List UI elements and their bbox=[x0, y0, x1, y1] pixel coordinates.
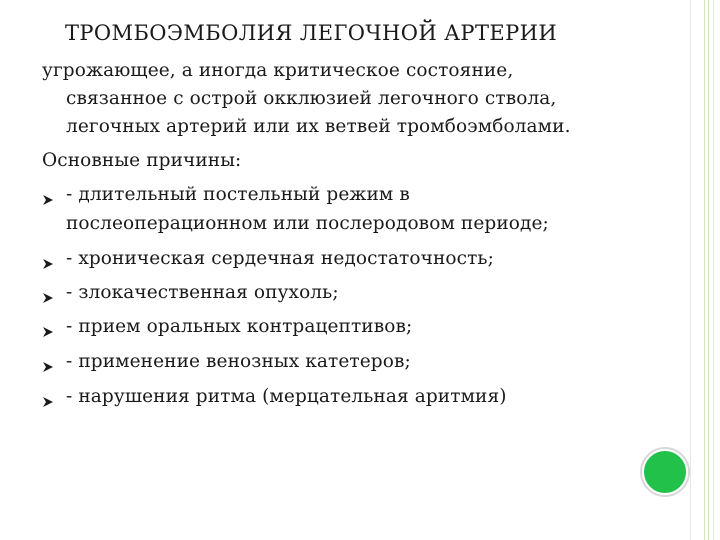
definition-line: связанное с острой окклюзией легочного ствола, bbox=[66, 88, 557, 109]
arrowhead-bullet-icon bbox=[42, 358, 54, 370]
definition-line: угрожающее, а иногда критическое состояние, bbox=[42, 60, 514, 81]
decor-line bbox=[713, 0, 714, 540]
arrowhead-bullet-icon bbox=[42, 255, 54, 267]
arrowhead-bullet-icon bbox=[42, 323, 54, 335]
decor-line bbox=[704, 0, 705, 540]
green-circle-icon bbox=[642, 449, 688, 495]
cause-item: - прием оральных контрацептивов; bbox=[66, 316, 413, 337]
cause-item: - злокачественная опухоль; bbox=[66, 282, 339, 303]
definition-line: легочных артерий или их ветвей тромбоэмболами. bbox=[66, 116, 571, 137]
slide-title: ТРОМБОЭМБОЛИЯ ЛЕГОЧНОЙ АРТЕРИИ bbox=[65, 21, 558, 45]
cause-item: - хроническая сердечная недостаточность; bbox=[66, 248, 494, 269]
cause-item: - длительный постельный режим в bbox=[66, 184, 410, 205]
cause-item-continued: послеоперационном или послеродовом периоде; bbox=[66, 213, 549, 234]
causes-heading: Основные причины: bbox=[42, 150, 242, 171]
decor-line bbox=[708, 0, 709, 540]
arrowhead-bullet-icon bbox=[42, 289, 54, 301]
decor-line bbox=[690, 0, 691, 540]
arrowhead-bullet-icon bbox=[42, 191, 54, 203]
cause-item: - нарушения ритма (мерцательная аритмия) bbox=[66, 386, 507, 407]
arrowhead-bullet-icon bbox=[42, 393, 54, 405]
cause-item: - применение венозных катетеров; bbox=[66, 351, 411, 372]
